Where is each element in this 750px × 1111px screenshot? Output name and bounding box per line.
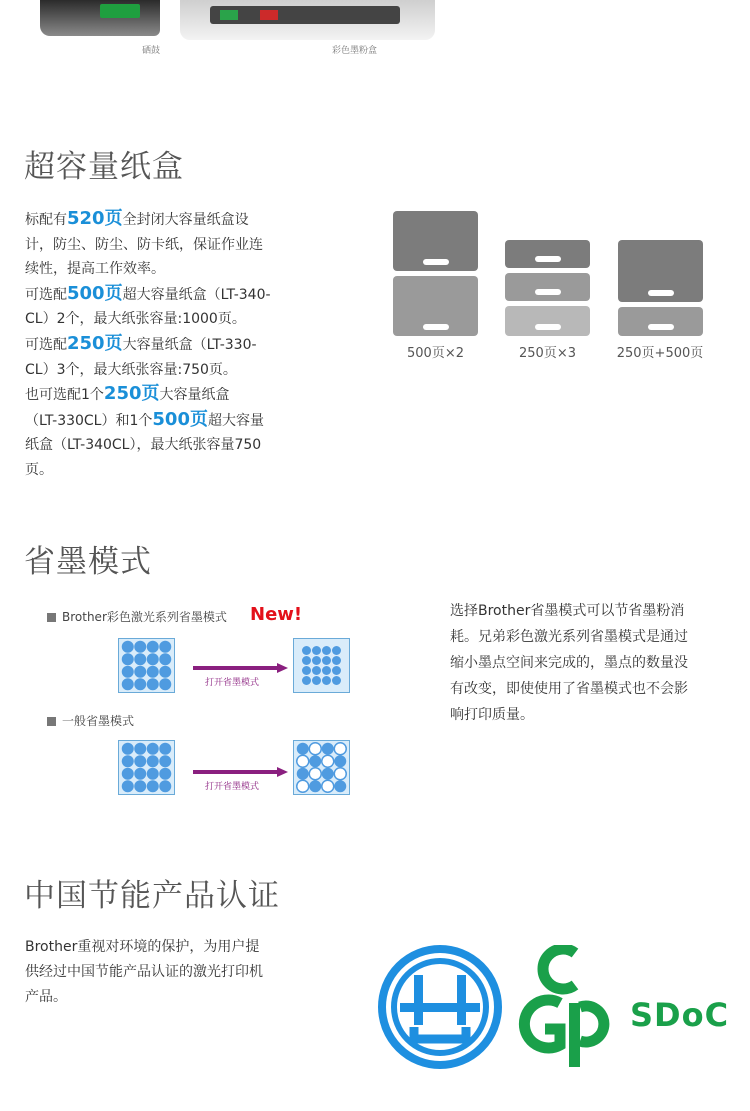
ink-dot (309, 780, 321, 792)
ink-dot (297, 768, 309, 780)
tray-description-line (25, 307, 315, 332)
ink-dot (122, 666, 134, 678)
ink-dot (159, 755, 171, 767)
ink-dot (322, 768, 334, 780)
text-segment: 可选配 (25, 336, 67, 353)
ink-dot (322, 780, 334, 792)
cecp-logo-icon (378, 945, 502, 1069)
ink-dot (134, 768, 146, 780)
text-segment: 超大容量 (207, 412, 264, 429)
tray-description-line (25, 358, 315, 383)
ink-dot (322, 656, 331, 665)
text-segment: 大容量纸盒 (159, 387, 230, 404)
ink-dot (134, 755, 146, 767)
ink-dot (332, 666, 341, 675)
sdoc-logo-text: SDoC (630, 996, 730, 1034)
dots-before-2 (118, 740, 175, 795)
text-segment: 可选配 (25, 286, 67, 303)
ink-dot (134, 743, 146, 755)
ink-dot (297, 743, 309, 755)
ink-save-description-line: 缩小墨点空间来完成的，墨点的数量没 (450, 655, 688, 671)
ink-dot (134, 653, 146, 665)
ink-dot (322, 755, 334, 767)
highlight-pages: 500页 (152, 408, 208, 430)
ink-dot (332, 646, 341, 655)
ink-dot (159, 743, 171, 755)
ink-dot (147, 641, 159, 653)
toner-caption: 彩色墨粉盒 (332, 46, 378, 56)
ink-dot (309, 755, 321, 767)
drum-caption: 硒鼓 (142, 46, 161, 56)
ink-save-description-line: 耗。兄弟彩色激光系列省墨模式是通过 (450, 629, 688, 645)
mode2-label: 一般省墨模式 (62, 714, 135, 728)
tray-description-line (25, 458, 315, 483)
ink-dot (159, 653, 171, 665)
tray-description-line (25, 382, 315, 408)
tray-label-2: 250页×3 (519, 346, 576, 361)
dots-after-2 (293, 740, 350, 795)
highlight-pages: 500页 (67, 282, 123, 304)
ink-dot (309, 768, 321, 780)
ink-dot (302, 676, 311, 685)
ink-dot (297, 780, 309, 792)
ink-dot (334, 780, 346, 792)
ink-dot (159, 768, 171, 780)
drum-photo (40, 0, 160, 36)
ink-dot (312, 656, 321, 665)
tray-label-3: 250页+500页 (616, 346, 704, 361)
ink-dot (312, 666, 321, 675)
mode1-label: Brother彩色激光系列省墨模式 (62, 610, 227, 624)
ink-dot (147, 743, 159, 755)
ink-dot (332, 656, 341, 665)
ink-dot (147, 666, 159, 678)
ink-dot (122, 768, 134, 780)
ink-dot (147, 678, 159, 690)
dots-after-1 (293, 638, 350, 693)
tray-description-line (25, 282, 315, 308)
ink-dot (134, 678, 146, 690)
arrow-2 (193, 764, 288, 774)
ink-dot (302, 646, 311, 655)
certification-description-line: Brother重视对环境的保护，为用户提 (25, 939, 260, 955)
ink-dot (134, 780, 146, 792)
text-segment: 全封闭大容量纸盒设 (122, 212, 249, 228)
ink-save-description-line: 有改变，即使使用了省墨模式也不会影 (450, 681, 688, 697)
tray-description-line (25, 257, 315, 282)
ink-dot (322, 743, 334, 755)
ink-dot (322, 646, 331, 655)
tray-label-1: 500页×2 (407, 346, 464, 361)
new-badge: New! (250, 604, 303, 625)
ink-save-description-line: 选择Brother省墨模式可以节省墨粉消 (450, 603, 685, 619)
ink-dot (122, 780, 134, 792)
highlight-pages: 250页 (67, 332, 123, 354)
ink-dot (302, 666, 311, 675)
ink-dot (122, 678, 134, 690)
bullet-square-icon (47, 717, 56, 726)
text-segment: CL）2个，最大纸张容量:1000页。 (25, 311, 246, 328)
ink-dot (312, 646, 321, 655)
text-segment: CL）3个，最大纸张容量:750页。 (25, 361, 237, 378)
ink-dot (159, 666, 171, 678)
text-segment: 纸盒（LT-340CL），最大纸张容量750 (25, 437, 262, 454)
tray-description-line (25, 207, 315, 233)
ink-dot (147, 780, 159, 792)
section-title-ink-save: 省墨模式 (24, 544, 152, 580)
text-segment: （LT-330CL）和1个 (25, 412, 153, 429)
tray-description (25, 207, 315, 483)
ink-dot (122, 641, 134, 653)
certification-description-line: 产品。 (25, 989, 67, 1005)
mode1-heading (47, 608, 227, 625)
ink-save-description (450, 598, 740, 728)
tray-description-line (25, 408, 315, 434)
tray-description-line (25, 332, 315, 358)
text-segment: 也可选配1个 (25, 387, 104, 404)
mode2-heading (47, 712, 134, 729)
section-title-certification: 中国节能产品认证 (24, 878, 280, 914)
ink-save-description-line: 响打印质量。 (450, 707, 534, 723)
arrow-label-1: 打开省墨模式 (205, 678, 260, 688)
text-segment: 标配有 (25, 212, 67, 228)
ink-dot (332, 676, 341, 685)
ink-dot (134, 641, 146, 653)
ink-dot (147, 768, 159, 780)
ink-dot (122, 653, 134, 665)
ink-dot (147, 653, 159, 665)
tray-description-line (25, 233, 315, 258)
tray-description-line (25, 433, 315, 458)
ink-dot (159, 678, 171, 690)
ink-dot (159, 641, 171, 653)
ink-dot (122, 743, 134, 755)
ink-dot (122, 755, 134, 767)
ink-dot (322, 676, 331, 685)
section-title-tray: 超容量纸盒 (24, 149, 184, 185)
arrow-label-2: 打开省墨模式 (205, 782, 260, 792)
bullet-square-icon (47, 613, 56, 622)
ink-dot (334, 755, 346, 767)
highlight-pages: 520页 (67, 208, 123, 229)
text-segment: 计，防尘、防尘、防卡纸，保证作业连 (25, 236, 263, 253)
certification-description (25, 935, 325, 1010)
certification-description-line: 供经过中国节能产品认证的激光打印机 (25, 964, 263, 980)
ink-dot (159, 780, 171, 792)
text-segment: 超大容量纸盒（LT-340- (122, 286, 271, 303)
cgp-logo-icon (515, 945, 625, 1070)
ink-dot (302, 656, 311, 665)
ink-dot (334, 768, 346, 780)
highlight-pages: 250页 (103, 383, 160, 405)
text-segment: 续性，提高工作效率。 (25, 261, 165, 278)
dots-before-1 (118, 638, 175, 693)
ink-dot (297, 755, 309, 767)
ink-dot (312, 676, 321, 685)
ink-dot (322, 666, 331, 675)
text-segment: 大容量纸盒（LT-330- (122, 336, 257, 353)
arrow-1 (193, 660, 288, 670)
text-segment: 页。 (25, 461, 53, 478)
ink-dot (147, 755, 159, 767)
ink-dot (334, 743, 346, 755)
ink-dot (134, 666, 146, 678)
ink-dot (309, 743, 321, 755)
toner-photo (180, 0, 435, 40)
